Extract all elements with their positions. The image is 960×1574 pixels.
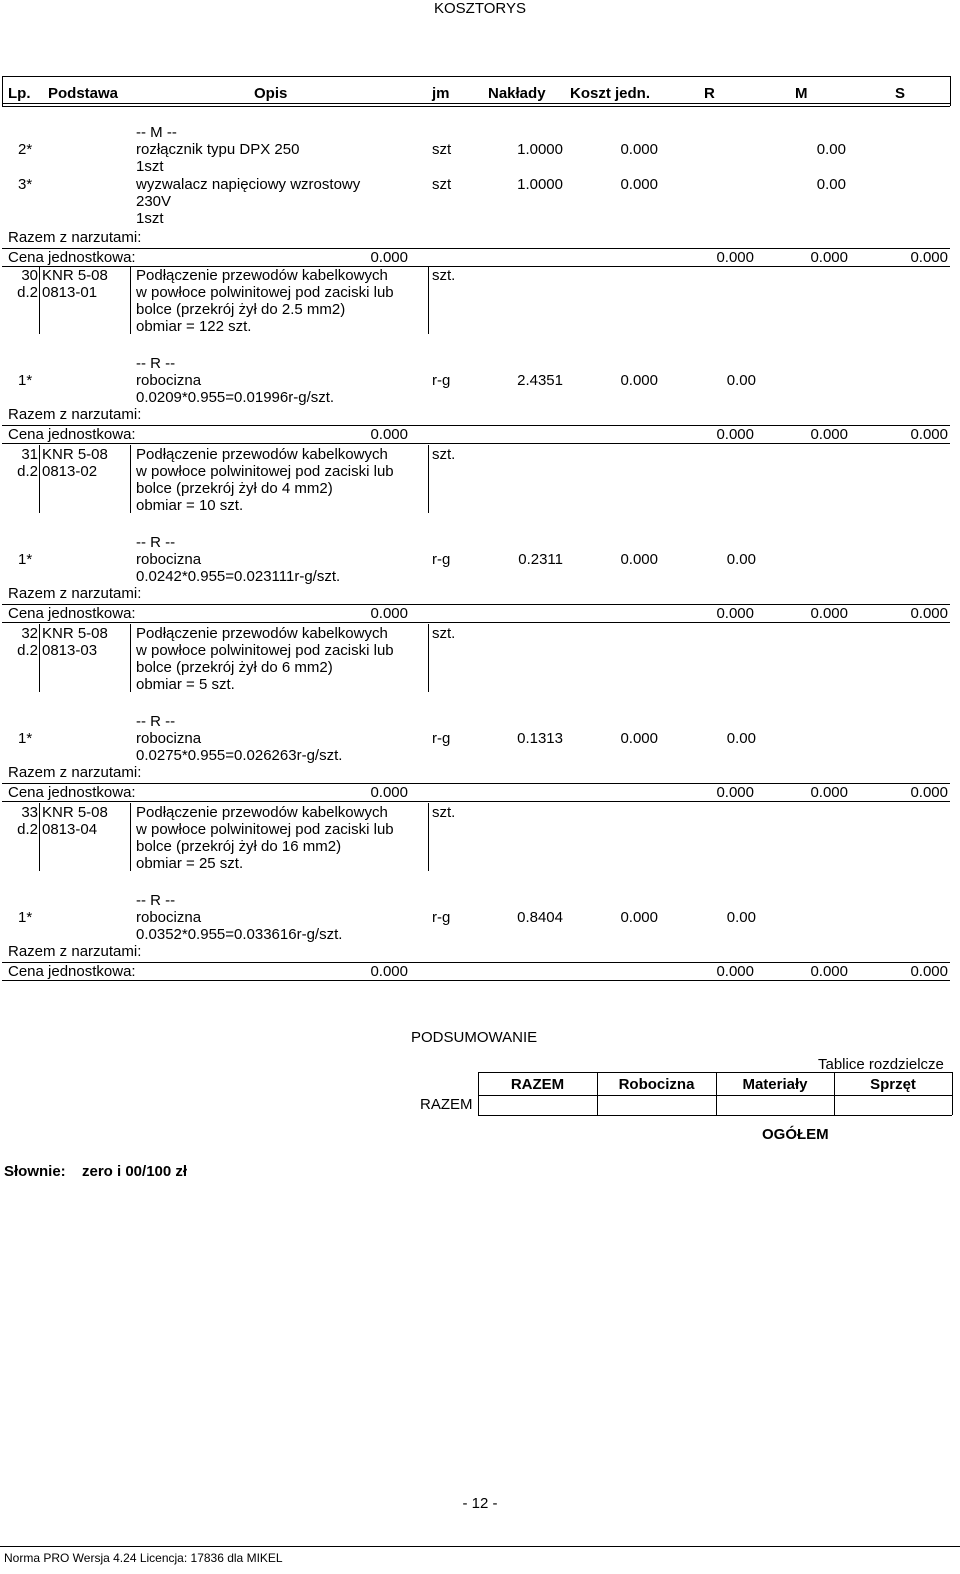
position-number: 32 xyxy=(21,625,38,642)
resource-r: 0.00 xyxy=(726,909,756,926)
resource-calc: 0.0352*0.955=0.033616r-g/szt. xyxy=(136,926,343,943)
resource-name: robocizna xyxy=(136,551,202,568)
razem-label: Razem z narzutami: xyxy=(8,406,142,423)
resource-lp: 1* xyxy=(18,730,33,747)
position-desc: w powłoce polwinitowej pod zaciski lub xyxy=(136,463,394,480)
resource-koszt: 0.000 xyxy=(620,909,658,926)
summary-row-label: RAZEM xyxy=(420,1096,473,1113)
position-desc: obmiar = 122 szt. xyxy=(136,318,252,335)
resource-koszt: 0.000 xyxy=(620,551,658,568)
separator xyxy=(39,803,40,871)
position-basis: KNR 5-08 xyxy=(42,625,108,642)
cena-s: 0.000 xyxy=(810,963,848,980)
cena-m: 0.000 xyxy=(716,605,754,622)
razem-label: Razem z narzutami: xyxy=(8,943,142,960)
resource-calc: 0.0275*0.955=0.026263r-g/szt. xyxy=(136,747,343,764)
item-lp: 3* xyxy=(18,176,33,193)
col-podstawa: Podstawa xyxy=(48,85,119,102)
item-koszt: 0.000 xyxy=(620,141,658,158)
position-basis: KNR 5-08 xyxy=(42,446,108,463)
separator xyxy=(130,624,131,692)
cena-label: Cena jednostkowa: xyxy=(8,605,136,622)
resource-naklady: 0.8404 xyxy=(517,909,563,926)
resource-jm: r-g xyxy=(432,730,451,747)
cena-s: 0.000 xyxy=(810,426,848,443)
razem-label: Razem z narzutami: xyxy=(8,585,142,602)
summary-col-razem: RAZEM xyxy=(510,1076,565,1093)
cena-m: 0.000 xyxy=(716,963,754,980)
resource-r: 0.00 xyxy=(726,551,756,568)
position-desc: bolce (przekrój żył do 2.5 mm2) xyxy=(136,301,346,318)
resource-lp: 1* xyxy=(18,372,33,389)
resource-r: 0.00 xyxy=(726,372,756,389)
position-number: 30 xyxy=(21,267,38,284)
position-desc: w powłoce polwinitowej pod zaciski lub xyxy=(136,284,394,301)
section-label: -- R -- xyxy=(136,713,176,730)
position-desc: bolce (przekrój żył do 16 mm2) xyxy=(136,838,342,855)
cena-label: Cena jednostkowa: xyxy=(8,426,136,443)
position-basis: 0813-01 xyxy=(42,284,98,301)
position-desc: Podłączenie przewodów kabelkowych xyxy=(136,267,388,284)
separator xyxy=(2,801,950,802)
cena-m: 0.000 xyxy=(716,784,754,801)
section-label: -- R -- xyxy=(136,355,176,372)
col-s: S xyxy=(895,85,906,102)
position-desc: bolce (przekrój żył do 4 mm2) xyxy=(136,480,333,497)
separator xyxy=(2,622,950,623)
position-desc: Podłączenie przewodów kabelkowych xyxy=(136,446,388,463)
col-koszt: Koszt jedn. xyxy=(570,85,651,102)
resource-name: robocizna xyxy=(136,909,202,926)
item-m: 0.00 xyxy=(816,141,846,158)
position-desc: obmiar = 25 szt. xyxy=(136,855,244,872)
col-jm: jm xyxy=(432,85,450,102)
col-r: R xyxy=(704,85,715,102)
footer-text: Norma PRO Wersja 4.24 Licencja: 17836 dla MIKEL xyxy=(4,1551,283,1565)
separator xyxy=(428,624,429,692)
item-desc: rozłącznik typu DPX 250 xyxy=(136,141,300,158)
cena-total: 0.000 xyxy=(910,963,948,980)
resource-name: robocizna xyxy=(136,730,202,747)
position-basis: KNR 5-08 xyxy=(42,267,108,284)
item-desc: wyzwalacz napięciowy wzrostowy xyxy=(136,176,361,193)
item-naklady: 1.0000 xyxy=(517,176,563,193)
cena-r: 0.000 xyxy=(370,784,408,801)
resource-jm: r-g xyxy=(432,551,451,568)
col-m: M xyxy=(795,85,808,102)
section-label: -- M -- xyxy=(136,124,177,141)
separator xyxy=(130,803,131,871)
resource-name: robocizna xyxy=(136,372,202,389)
resource-naklady: 2.4351 xyxy=(517,372,563,389)
summary-col-sprzet: Sprzęt xyxy=(870,1076,916,1093)
section-label: -- R -- xyxy=(136,534,176,551)
cena-r: 0.000 xyxy=(370,963,408,980)
position-sub: d.2 xyxy=(17,821,38,838)
slownie-value: zero i 00/100 zł xyxy=(82,1163,188,1180)
separator xyxy=(130,266,131,334)
position-basis: KNR 5-08 xyxy=(42,804,108,821)
separator xyxy=(39,445,40,513)
cena-total: 0.000 xyxy=(910,249,948,266)
cena-s: 0.000 xyxy=(810,784,848,801)
position-jm: szt. xyxy=(432,625,456,642)
position-desc: w powłoce polwinitowej pod zaciski lub xyxy=(136,642,394,659)
item-lp: 2* xyxy=(18,141,33,158)
resource-lp: 1* xyxy=(18,551,33,568)
slownie-label: Słownie: xyxy=(4,1163,66,1180)
resource-naklady: 0.1313 xyxy=(517,730,563,747)
position-basis: 0813-03 xyxy=(42,642,98,659)
summary-total: OGÓŁEM xyxy=(762,1126,829,1143)
separator xyxy=(428,266,429,334)
separator xyxy=(2,980,950,981)
item-desc: 230V xyxy=(136,193,172,210)
cena-total: 0.000 xyxy=(910,426,948,443)
cena-total: 0.000 xyxy=(910,605,948,622)
summary-col-robocizna: Robocizna xyxy=(618,1076,695,1093)
separator xyxy=(2,443,950,444)
separator xyxy=(39,266,40,334)
cena-s: 0.000 xyxy=(810,249,848,266)
position-basis: 0813-04 xyxy=(42,821,98,838)
separator xyxy=(130,445,131,513)
position-desc: obmiar = 10 szt. xyxy=(136,497,244,514)
position-desc: Podłączenie przewodów kabelkowych xyxy=(136,625,388,642)
item-desc: 1szt xyxy=(136,210,164,227)
col-naklady: Nakłady xyxy=(488,85,546,102)
resource-lp: 1* xyxy=(18,909,33,926)
item-m: 0.00 xyxy=(816,176,846,193)
resource-jm: r-g xyxy=(432,372,451,389)
item-koszt: 0.000 xyxy=(620,176,658,193)
razem-label: Razem z narzutami: xyxy=(8,764,142,781)
summary-title: PODSUMOWANIE xyxy=(411,1029,538,1046)
razem-label: Razem z narzutami: xyxy=(8,229,142,246)
position-basis: 0813-02 xyxy=(42,463,98,480)
cena-label: Cena jednostkowa: xyxy=(8,963,136,980)
position-jm: szt. xyxy=(432,267,456,284)
position-desc: obmiar = 5 szt. xyxy=(136,676,235,693)
col-opis: Opis xyxy=(254,85,288,102)
cena-r: 0.000 xyxy=(370,426,408,443)
cena-r: 0.000 xyxy=(370,249,408,266)
resource-r: 0.00 xyxy=(726,730,756,747)
cena-label: Cena jednostkowa: xyxy=(8,784,136,801)
cena-m: 0.000 xyxy=(716,249,754,266)
position-number: 33 xyxy=(21,804,38,821)
position-number: 31 xyxy=(21,446,38,463)
item-naklady: 1.0000 xyxy=(517,141,563,158)
position-jm: szt. xyxy=(432,804,456,821)
position-jm: szt. xyxy=(432,446,456,463)
resource-calc: 0.0242*0.955=0.023111r-g/szt. xyxy=(136,568,341,585)
summary-col-materialy: Materiały xyxy=(742,1076,808,1093)
position-sub: d.2 xyxy=(17,463,38,480)
page-title: KOSZTORYS xyxy=(434,0,526,17)
page-number: - 12 - xyxy=(462,1495,498,1512)
resource-koszt: 0.000 xyxy=(620,730,658,747)
cena-m: 0.000 xyxy=(716,426,754,443)
col-lp: Lp. xyxy=(8,85,31,102)
position-desc: bolce (przekrój żył do 6 mm2) xyxy=(136,659,333,676)
cena-label: Cena jednostkowa: xyxy=(8,249,136,266)
separator xyxy=(39,624,40,692)
resource-naklady: 0.2311 xyxy=(518,551,563,568)
position-desc: Podłączenie przewodów kabelkowych xyxy=(136,804,388,821)
cena-r: 0.000 xyxy=(370,605,408,622)
item-jm: szt xyxy=(432,141,452,158)
separator xyxy=(428,445,429,513)
resource-jm: r-g xyxy=(432,909,451,926)
separator xyxy=(428,803,429,871)
summary-tablice: Tablice rozdzielcze xyxy=(818,1056,944,1073)
position-desc: w powłoce polwinitowej pod zaciski lub xyxy=(136,821,394,838)
resource-koszt: 0.000 xyxy=(620,372,658,389)
section-label: -- R -- xyxy=(136,892,176,909)
position-sub: d.2 xyxy=(17,642,38,659)
resource-calc: 0.0209*0.955=0.01996r-g/szt. xyxy=(136,389,335,406)
cena-total: 0.000 xyxy=(910,784,948,801)
item-jm: szt xyxy=(432,176,452,193)
position-sub: d.2 xyxy=(17,284,38,301)
cena-s: 0.000 xyxy=(810,605,848,622)
item-desc: 1szt xyxy=(136,158,164,175)
